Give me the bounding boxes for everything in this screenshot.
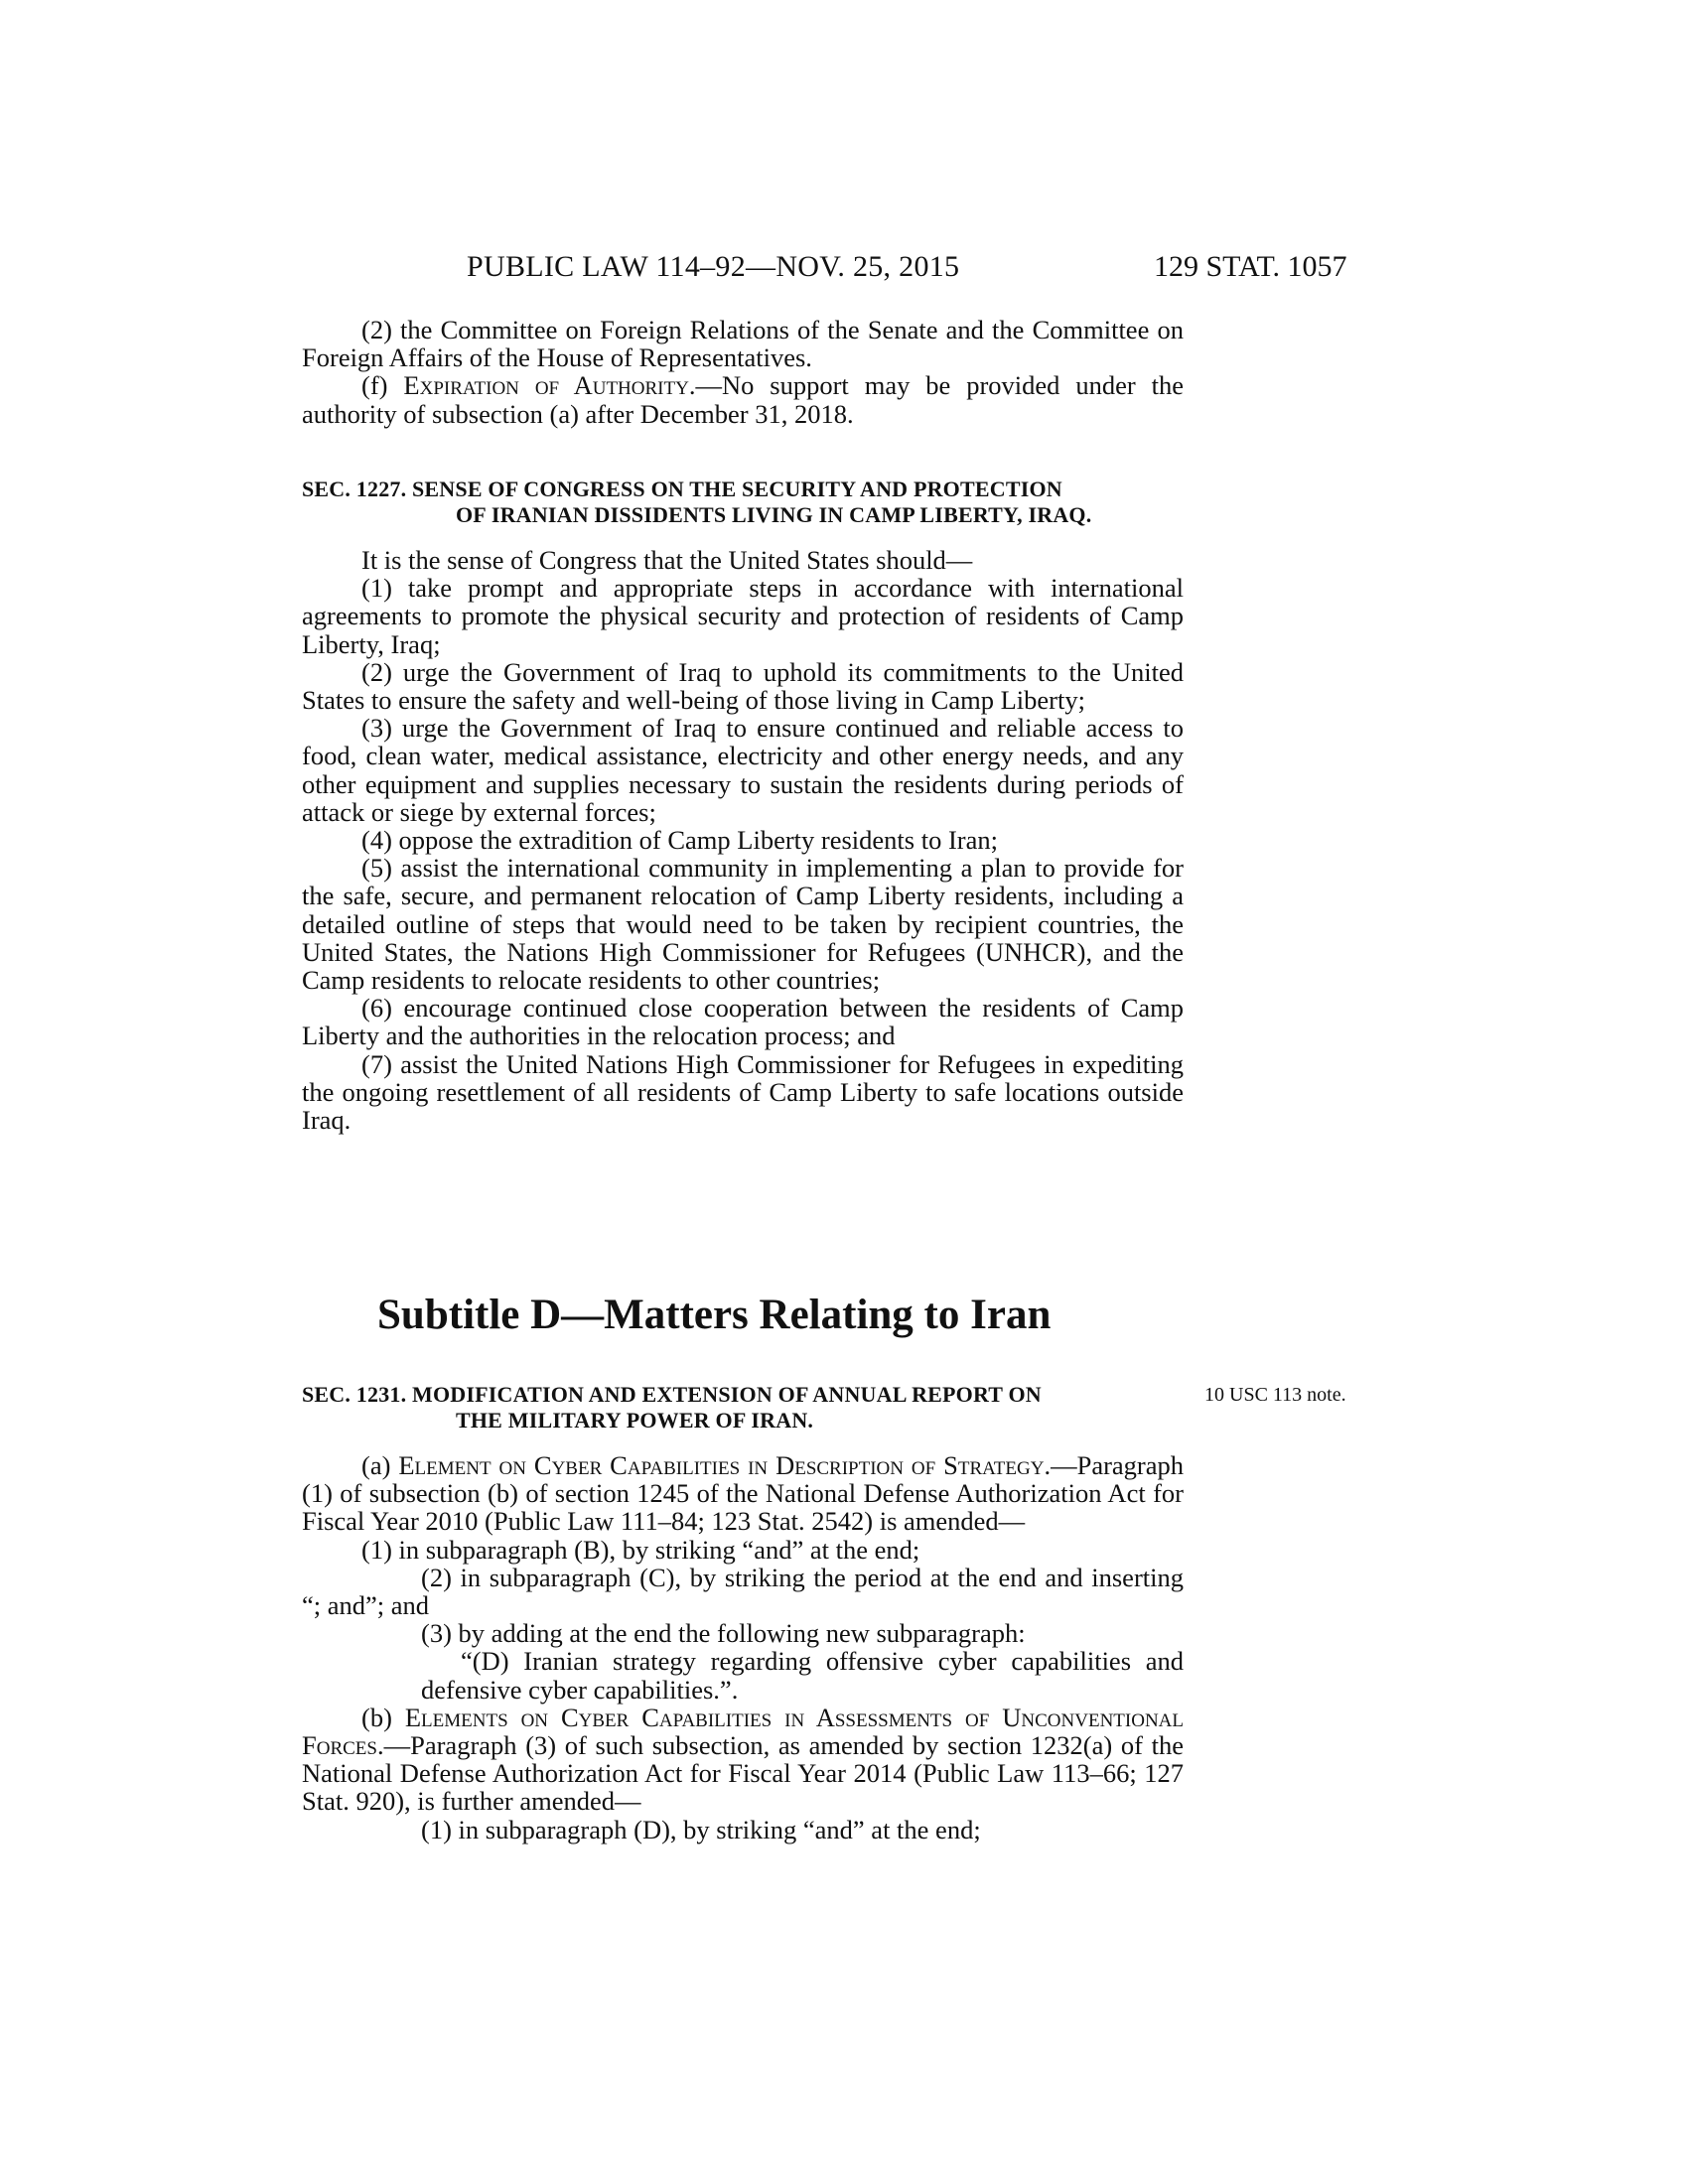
running-head: PUBLIC LAW 114–92—NOV. 25, 2015 bbox=[467, 250, 960, 283]
section-1227-item-2: (2) urge the Government of Iraq to uphold its commitments to the United States to ensure the safety and well-being of those living in Camp Liberty; bbox=[302, 656, 1184, 716]
section-1227-heading-line2: OF IRANIAN DISSIDENTS LIVING IN CAMP LIBERTY, IRAQ. bbox=[456, 502, 1092, 527]
subsection-f-label: (f) bbox=[361, 370, 404, 401]
section-1227-item-1: (1) take prompt and appropriate steps in accordance with international agreements to promote the physical security and protection of residents of Camp Liberty, Iraq; bbox=[302, 573, 1184, 659]
subsection-b-item-1: (1) in subparagraph (D), by striking “and” at the end; bbox=[421, 1814, 981, 1844]
section-1227-item-4: (4) oppose the extradition of Camp Liberty residents to Iran; bbox=[361, 825, 998, 856]
subsection-f-text: .—No support may be provided under the authority of subsection (a) after December 31, 2018. bbox=[302, 370, 1185, 429]
subsection-b-text: .—Paragraph (3) of such subsection, as amended by section 1232(a) of the National Defense Authorization Act for Fiscal Year 2014 (Public Law 113–66; 127 Stat. 920), is further amended— bbox=[302, 1730, 1184, 1817]
subsection-a-quote: “(D) Iranian strategy regarding offensive cyber capabilities and defensive cyber capabilities.”. bbox=[421, 1646, 1184, 1705]
section-1227-heading-line1: SEC. 1227. SENSE OF CONGRESS ON THE SECURITY AND PROTECTION bbox=[302, 477, 1062, 501]
section-1231-heading-line1: SEC. 1231. MODIFICATION AND EXTENSION OF ANNUAL REPORT ON bbox=[302, 1382, 1042, 1407]
subsection-a-item-1: (1) in subparagraph (B), by striking “and” at the end; bbox=[361, 1534, 920, 1565]
subsection-b-heading: Elements on Cyber Capabilities in Assessments of Unconventional Forces bbox=[302, 1702, 1184, 1761]
subsection-b-label: (b) bbox=[361, 1702, 405, 1732]
subsection-a-item-2: (2) in subparagraph (C), by striking the period at the end and inserting “; and”; and bbox=[302, 1562, 1184, 1621]
section-1227-item-6: (6) encourage continued close cooperation between the residents of Camp Liberty and the authorities in the relocation process; and bbox=[302, 993, 1184, 1051]
subtitle-heading: Subtitle D—Matters Relating to Iran bbox=[377, 1292, 1052, 1338]
subsection-a-label: (a) bbox=[361, 1450, 399, 1480]
prior-section-tail bbox=[302, 316, 1184, 428]
section-1227-heading bbox=[302, 477, 1184, 528]
subsection-b bbox=[302, 1704, 1184, 1816]
section-1227-intro: It is the sense of Congress that the United States should— bbox=[361, 545, 973, 575]
statute-reference: 129 STAT. 1057 bbox=[1154, 250, 1347, 283]
subsection-a-text: .—Paragraph (1) of subsection (b) of section 1245 of the National Defense Authorization Act for Fiscal Year 2010 (Public Law 111–84; 123 Stat. 2542) is amended— bbox=[302, 1450, 1185, 1537]
section-1231-heading bbox=[302, 1382, 1184, 1433]
subsection-a bbox=[302, 1451, 1184, 1536]
subsection-a-item-3: (3) by adding at the end the following new subparagraph: bbox=[421, 1618, 1026, 1649]
section-1231 bbox=[302, 1382, 1184, 1843]
section-1227-item-3: (3) urge the Government of Iraq to ensure continued and reliable access to food, clean water, medical assistance, electricity and other energy needs, and any other equipment and supplies necessary to sustain the residents during periods of attack or siege by external forces; bbox=[302, 713, 1184, 827]
section-1227-item-5: (5) assist the international community in implementing a plan to provide for the safe, secure, and permanent relocation of Camp Liberty residents, including a detailed outline of steps that would need to be taken by recipient countries, the United States, the Nations High Commissioner for Refugees (UNHCR), and the Camp residents to relocate residents to other countries; bbox=[302, 853, 1184, 996]
subsection-f-heading: Expiration of Authority bbox=[403, 370, 689, 401]
subsection-f bbox=[302, 371, 1184, 427]
section-1227 bbox=[302, 477, 1184, 1134]
section-1227-item-7: (7) assist the United Nations High Commissioner for Refugees in expediting the ongoing resettlement of all residents of Camp Liberty to safe locations outside Iraq. bbox=[302, 1048, 1184, 1136]
paragraph-2: (2) the Committee on Foreign Relations of the Senate and the Committee on Foreign Affairs of the House of Representatives. bbox=[302, 315, 1184, 373]
margin-note: 10 USC 113 note. bbox=[1204, 1384, 1346, 1406]
subsection-a-heading: Element on Cyber Capabilities in Description of Strategy bbox=[398, 1450, 1045, 1480]
section-1231-heading-line2: THE MILITARY POWER OF IRAN. bbox=[456, 1408, 814, 1433]
